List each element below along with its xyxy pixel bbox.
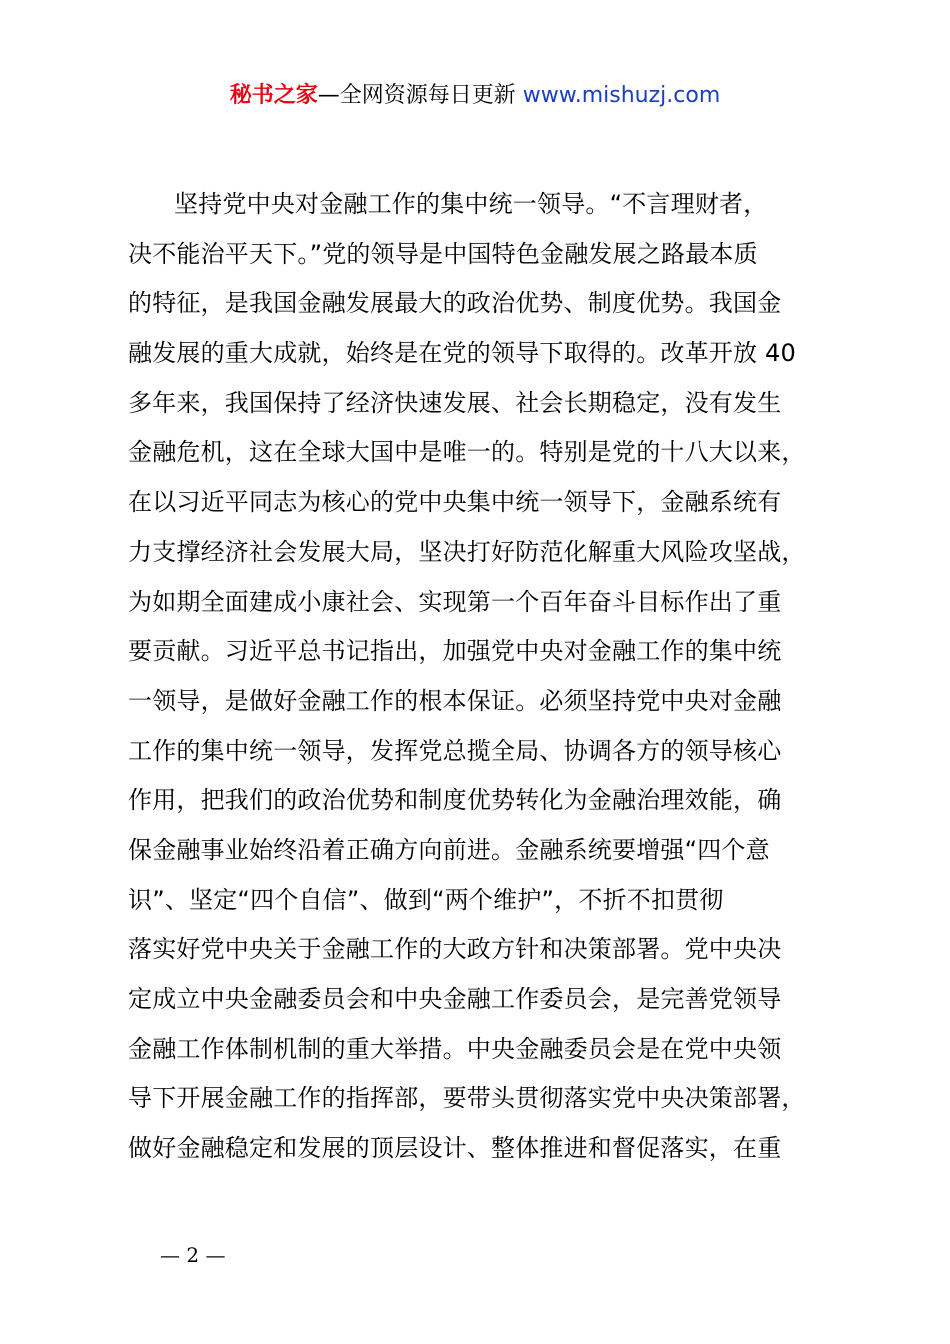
paragraph-line: 一领导，是做好金融工作的根本保证。必须坚持党中央对金融 (128, 686, 782, 715)
paragraph-line: 保金融事业始终沿着正确方向前进。金融系统要增强“四个意 (128, 835, 770, 864)
paragraph-line: 金融工作体制机制的重大举措。中央金融委员会是在党中央领 (128, 1034, 782, 1063)
paragraph-line: 的特征，是我国金融发展最大的政治优势、制度优势。我国金 (128, 289, 782, 318)
paragraph-line: 工作的集中统一领导，发挥党总揽全局、协调各方的领导核心 (128, 736, 782, 765)
site-brand: 秘书之家 (229, 83, 318, 108)
paragraph-line: 在以习近平同志为核心的党中央集中统一领导下，金融系统有 (128, 488, 782, 517)
paragraph-line: 坚持党中央对金融工作的集中统一领导。“不言理财者， (174, 190, 768, 218)
paragraph-line: 力支撑经济社会发展大局，坚决打好防范化解重大风险攻坚战， (128, 537, 806, 566)
paragraph-line: 落实好党中央关于金融工作的大政方针和决策部署。党中央决 (128, 935, 782, 964)
paragraph-line: 作用，把我们的政治优势和制度优势转化为金融治理效能，确 (128, 786, 782, 815)
paragraph-line: 要贡献。习近平总书记指出，加强党中央对金融工作的集中统 (128, 637, 782, 666)
paragraph-line: 融发展的重大成就，始终是在党的领导下取得的。改革开放 40 (128, 339, 796, 368)
site-url-link[interactable]: www.mishuzj.com (522, 83, 721, 108)
paragraph-line: 识”、坚定“四个自信”、做到“两个维护”，不折不扣贯彻 (128, 885, 724, 914)
paragraph-line: 导下开展金融工作的指挥部，要带头贯彻落实党中央决策部署， (128, 1084, 806, 1113)
paragraph-line: 金融危机，这在全球大国中是唯一的。特别是党的十八大以来， (128, 438, 806, 467)
paragraph-line: 为如期全面建成小康社会、实现第一个百年奋斗目标作出了重 (128, 587, 782, 616)
paragraph-line: 定成立中央金融委员会和中央金融工作委员会，是完善党领导 (128, 985, 782, 1013)
paragraph-line: 决不能治平天下。”党的领导是中国特色金融发展之路最本质 (128, 239, 758, 268)
site-tagline: —全网资源每日更新 (317, 83, 516, 108)
site-header (0, 78, 950, 114)
page-number: — 2 — (160, 1243, 226, 1267)
paragraph-line: 多年来，我国保持了经济快速发展、社会长期稳定，没有发生 (128, 388, 782, 417)
document-body (128, 180, 840, 1174)
paragraph-line: 做好金融稳定和发展的顶层设计、整体推进和督促落实，在重 (128, 1134, 782, 1163)
